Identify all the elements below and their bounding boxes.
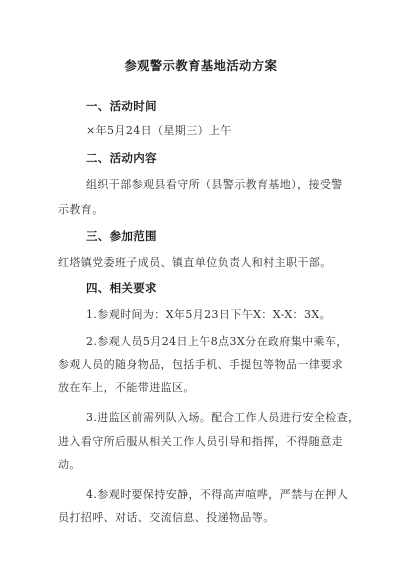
content-line-2: 示教育。 — [58, 203, 104, 216]
requirement-3-line-1: 3.进监区前需列队入场。配合工作人员进行安全检查， — [86, 411, 360, 424]
section-heading-time: 一、活动时间 — [86, 99, 157, 113]
section-heading-content: 二、活动内容 — [86, 151, 157, 165]
section-heading-scope: 三、参加范围 — [86, 229, 157, 243]
time-line: ×年5月24日（星期三）上午 — [86, 124, 232, 137]
requirement-2-line-2: 参观人员的随身物品，包括手机、手提包等物品一律要求 — [58, 358, 343, 371]
requirement-4-line-2: 员打招呼、对话、交流信息、投递物品等。 — [58, 511, 275, 524]
scope-line: 红塔镇党委班子成员、镇直单位负责人和村主职干部。 — [58, 256, 332, 269]
requirement-3-line-2: 进入看守所后服从相关工作人员引导和指挥，不得随意走 — [58, 435, 343, 448]
requirement-2-line-1: 2.参观人员5月24日上午8点3X分在政府集中乘车， — [86, 335, 348, 348]
requirement-2-line-3: 放在车上，不能带进监区。 — [58, 381, 195, 394]
section-heading-requirements: 四、相关要求 — [86, 281, 157, 295]
requirement-1-line-1: 1.参观时间为：X年5月23日下午X：X-X：3X。 — [86, 308, 331, 321]
requirement-4-line-1: 4.参观时要保持安静，不得高声喧哗，严禁与在押人 — [86, 488, 349, 501]
document-title: 参观警示教育基地活动方案 — [124, 58, 278, 73]
requirement-3-line-3: 动。 — [58, 458, 81, 471]
content-line-1: 组织干部参观县看守所（县警示教育基地），接受警 — [86, 178, 343, 191]
